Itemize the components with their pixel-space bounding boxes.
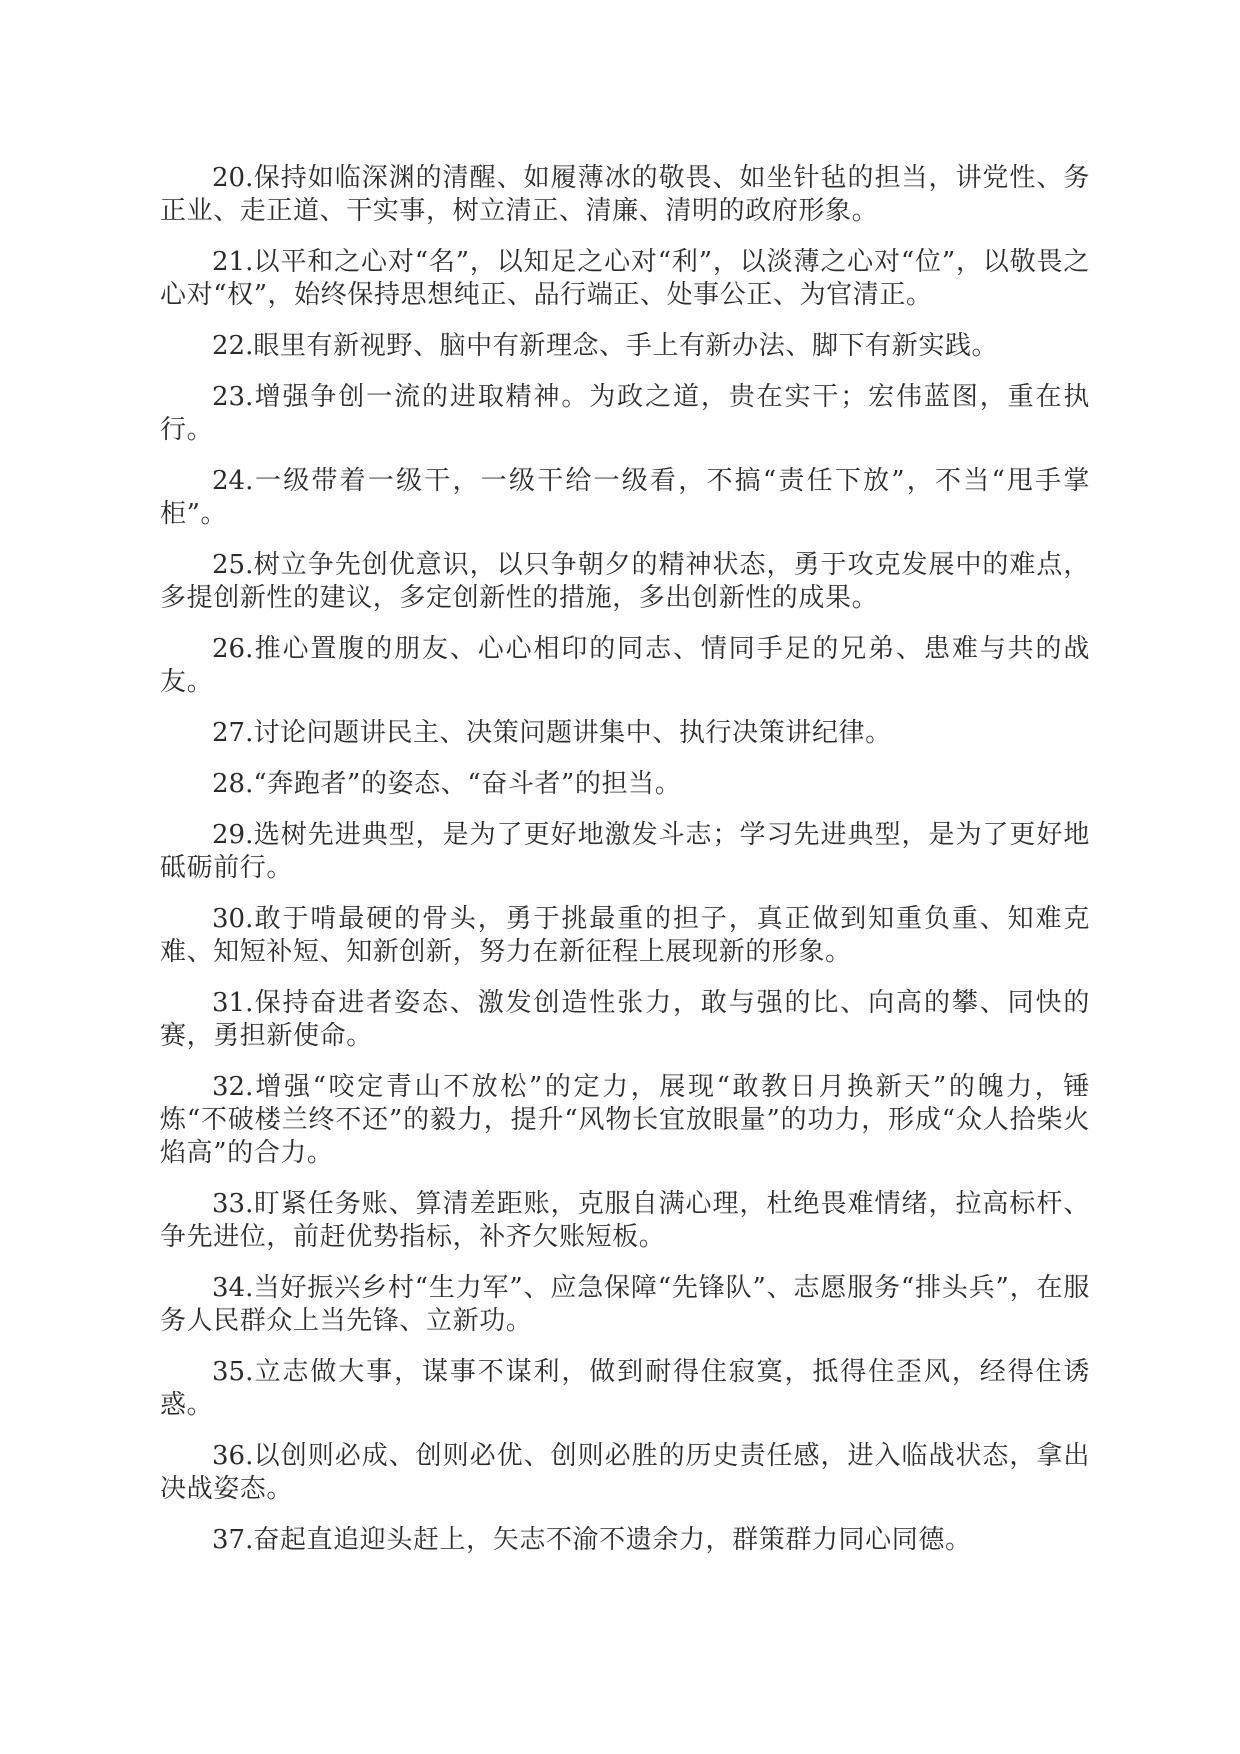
item-text: 奋起直追迎头赶上，矢志不渝不遗余力，群策群力同心同德。 xyxy=(253,1525,972,1555)
item-text: 当好振兴乡村“生力军”、应急保障“先锋队”、志愿服务“排头兵”，在服务人民群众上当先锋、立新功。 xyxy=(160,1273,1090,1336)
item-text: 选树先进典型，是为了更好地激发斗志；学习先进典型，是为了更好地砥砺前行。 xyxy=(160,820,1090,883)
item-number: 28. xyxy=(212,769,254,799)
list-item xyxy=(160,549,1090,615)
item-text: 增强争创一流的进取精神。为政之道，贵在实干；宏伟蓝图，重在执行。 xyxy=(160,382,1090,445)
list-item xyxy=(160,465,1090,531)
item-text: 眼里有新视野、脑中有新理念、手上有新办法、脚下有新实践。 xyxy=(253,331,999,361)
item-text: 盯紧任务账、算清差距账，克服自满心理，杜绝畏难情绪，拉高标杆、争先进位，前赶优势指标，补齐欠账短板。 xyxy=(160,1189,1090,1252)
item-number: 23. xyxy=(212,382,254,412)
item-number: 32. xyxy=(212,1072,254,1102)
item-number: 27. xyxy=(212,718,254,748)
item-number: 37. xyxy=(212,1525,254,1555)
list-item xyxy=(160,717,1090,750)
item-number: 24. xyxy=(212,466,254,496)
list-item xyxy=(160,1071,1090,1170)
item-number: 29. xyxy=(212,820,254,850)
list-item xyxy=(160,768,1090,801)
list-item xyxy=(160,1524,1090,1557)
item-number: 21. xyxy=(212,247,254,277)
item-number: 30. xyxy=(212,904,254,934)
list-item xyxy=(160,246,1090,312)
list-item xyxy=(160,1272,1090,1338)
item-number: 26. xyxy=(212,634,254,664)
item-text: 敢于啃最硬的骨头，勇于挑最重的担子，真正做到知重负重、知难克难、知短补短、知新创新，努力在新征程上展现新的形象。 xyxy=(160,904,1090,967)
item-number: 34. xyxy=(212,1273,254,1303)
item-text: 增强“咬定青山不放松”的定力，展现“敢教日月换新天”的魄力，锤炼“不破楼兰终不还”的毅力，提升“风物长宜放眼量”的功力，形成“众人拾柴火焰高”的合力。 xyxy=(160,1072,1090,1168)
item-text: 树立争先创优意识，以只争朝夕的精神状态，勇于攻克发展中的难点，多提创新性的建议，多定创新性的措施，多出创新性的成果。 xyxy=(160,550,1090,613)
item-number: 22. xyxy=(212,331,254,361)
item-text: 一级带着一级干，一级干给一级看，不搞“责任下放”，不当“甩手掌柜”。 xyxy=(160,466,1090,529)
list-item xyxy=(160,1188,1090,1254)
item-text: 以创则必成、创则必优、创则必胜的历史责任感，进入临战状态，拿出决战姿态。 xyxy=(160,1441,1090,1504)
item-text: 讨论问题讲民主、决策问题讲集中、执行决策讲纪律。 xyxy=(253,718,892,748)
item-number: 35. xyxy=(212,1357,254,1387)
list-item xyxy=(160,633,1090,699)
item-text: 保持奋进者姿态、激发创造性张力，敢与强的比、向高的攀、同快的赛，勇担新使命。 xyxy=(160,988,1090,1051)
list-item xyxy=(160,903,1090,969)
item-number: 25. xyxy=(212,550,254,580)
item-text: 保持如临深渊的清醒、如履薄冰的敬畏、如坐针毡的担当，讲党性、务正业、走正道、干实事，树立清正、清廉、清明的政府形象。 xyxy=(160,163,1090,226)
list-item xyxy=(160,987,1090,1053)
item-number: 33. xyxy=(212,1189,254,1219)
item-number: 31. xyxy=(212,988,254,1018)
list-item xyxy=(160,330,1090,363)
item-number: 20. xyxy=(212,163,254,193)
item-text: “奔跑者”的姿态、“奋斗者”的担当。 xyxy=(253,769,682,799)
item-text: 立志做大事，谋事不谋利，做到耐得住寂寞，抵得住歪风，经得住诱惑。 xyxy=(160,1357,1090,1420)
list-item xyxy=(160,1440,1090,1506)
list-item xyxy=(160,162,1090,228)
item-text: 以平和之心对“名”，以知足之心对“利”，以淡薄之心对“位”，以敬畏之心对“权”，始终保持思想纯正、品行端正、处事公正、为官清正。 xyxy=(160,247,1090,310)
document-body xyxy=(160,162,1090,1575)
list-item xyxy=(160,381,1090,447)
item-text: 推心置腹的朋友、心心相印的同志、情同手足的兄弟、患难与共的战友。 xyxy=(160,634,1090,697)
item-number: 36. xyxy=(212,1441,254,1471)
list-item xyxy=(160,1356,1090,1422)
list-item xyxy=(160,819,1090,885)
